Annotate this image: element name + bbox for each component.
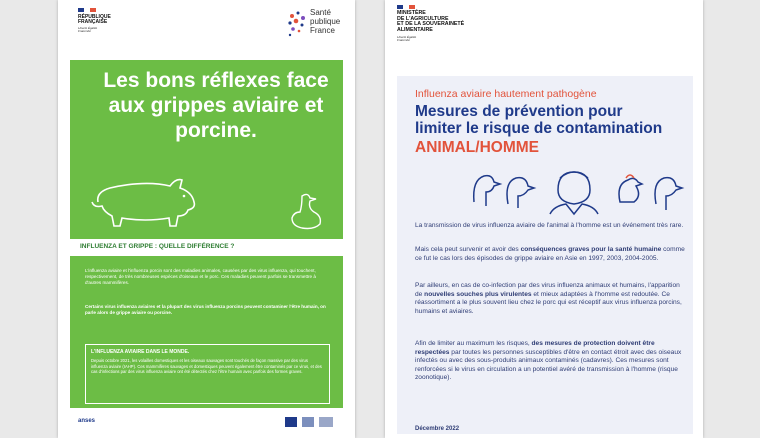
- partner-logo-3: [319, 417, 333, 427]
- right-paragraph-4: Afin de limiter au maximum les risques, des mesures de protection doivent être respectées par toutes les personnes susceptibles d'être en contact étroit avec des oiseaux infectés ou avec des sous-produits animaux contaminés (cadavres). Ces mesures sont renforcées si le virus en circulation a un potentiel avéré de transmission à l'homme (risque zoonotique).: [415, 340, 682, 381]
- partner-logo-2: [302, 417, 314, 427]
- main-title: Mesures de prévention pour limiter le risque de contamination: [415, 103, 663, 137]
- goose-icon-1: [474, 176, 500, 206]
- duck-icon: [288, 190, 328, 232]
- partner-logo-1: [285, 417, 297, 427]
- sante-publique-logo-icon: [286, 10, 308, 38]
- box-title: L'INFLUENZA AVIAIRE DANS LE MONDE.: [91, 349, 190, 355]
- duck-icon: [655, 178, 682, 210]
- rf-logo-text: RÉPUBLIQUE FRANÇAISE: [78, 14, 111, 25]
- question-heading: INFLUENZA ET GRIPPE : QUELLE DIFFÉRENCE ?: [80, 243, 235, 250]
- left-poster: [58, 0, 355, 438]
- person-head-icon: [558, 172, 590, 204]
- title-highlight: ANIMAL/HOMME: [415, 139, 539, 156]
- right-poster: [385, 0, 703, 438]
- animals-and-human-icons: [470, 162, 685, 216]
- left-footer: [70, 412, 343, 434]
- box-text: Depuis octobre 2021, les volailles domestiques et les oiseaux sauvages sont touchés de façon massive par des virus influenza aviaire (IAHP). Ces mammifères sauvages et domestiques peuvent également être contaminés par ce virus, et des cas d'infections par des virus influenza aviaire ont été détectés chez l'être humain avec parfois des formes graves.: [91, 358, 322, 375]
- rf-motto: Liberté Égalité Fraternité: [78, 26, 98, 33]
- right-paragraph-1: La transmission de virus influenza aviaire de l'animal à l'homme est un événement très rare.: [415, 222, 684, 229]
- rooster-icon: [619, 178, 642, 202]
- goose-icon-2: [507, 178, 534, 208]
- french-flag-icon: [78, 8, 96, 13]
- right-paragraph-3: Par ailleurs, en cas de co-infection par des virus influenza animaux et humains, l'apparition de nouvelles souches plus virulentes et mieux adaptées à l'homme est redoutée. Ce réassortiment a le plus souvent lieu chez le porc qui est réceptif aux virus influenza porcins, humains et aviaires.: [415, 282, 682, 315]
- sante-publique-text: Santé publique France: [310, 8, 341, 35]
- left-paragraph-2: Certains virus influenza aviaires et la plupart des virus influenza porcins peuvent contaminer l'être humain, on parle alors de grippe aviaire ou porcine.: [85, 304, 326, 315]
- pig-icon: [90, 172, 200, 232]
- right-paragraph-2: Mais cela peut survenir et avoir des conséquences graves pour la santé humaine comme ce fut le cas lors des épisodes de grippe aviaire en Asie en 1997, 2003, 2004-2005.: [415, 246, 685, 262]
- anses-logo: anses: [78, 418, 96, 424]
- left-paragraph-1: L'influenza aviaire et l'influenza porcin sont des maladies animales, causées par des virus influenza, qui touchent, respectivement, de très nombreuses espèces d'oiseaux et le porc. Ces maladies peuvent parfois se transmettre à d'autres mammifères.: [85, 268, 316, 285]
- ministry-name: MINISTÈRE DE L'AGRICULTURE ET DE LA SOUVERAINETÉ ALIMENTAIRE: [397, 10, 465, 33]
- poster-title: Les bons réflexes face aux grippes aviaire et porcine.: [103, 69, 329, 142]
- ministry-motto: Liberté Égalité Fraternité: [397, 35, 417, 42]
- person-body-icon: [550, 204, 598, 214]
- publication-date: Décembre 2022: [415, 426, 460, 432]
- french-flag-icon: [397, 5, 415, 9]
- supertitle: Influenza aviaire hautement pathogène: [415, 88, 597, 100]
